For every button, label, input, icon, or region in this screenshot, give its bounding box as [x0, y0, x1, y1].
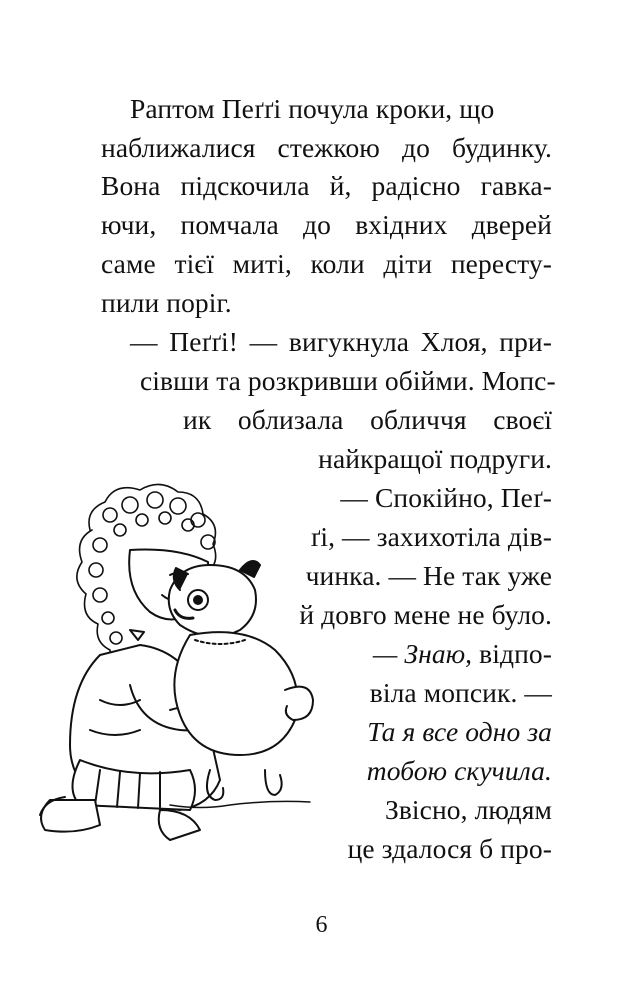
text-line-3: Вона підскочила й, радісно гавка-	[101, 170, 552, 201]
text-line-19: Звісно, людям	[384, 794, 552, 825]
text-line-20: це здалося б про-	[347, 833, 552, 864]
text-line-14: й довго мене не було.	[299, 599, 552, 630]
text-line-9: ик облизала обличчя своєї	[183, 404, 552, 435]
text-line-11: — Спокійно, Пеґ-	[340, 482, 552, 513]
text-line-10: найкращої подруги.	[318, 443, 552, 474]
text-line-16: віла мопсик. —	[369, 677, 552, 708]
text-line-12: ґі, — захихотіла дів-	[310, 521, 552, 552]
text-line-15	[300, 640, 552, 668]
italic-toboyu: тобою скучила.	[366, 755, 552, 786]
text-line-4: ючи, помчала до вхідних дверей	[101, 209, 552, 240]
text-line-13: чинка. — Не так уже	[305, 560, 552, 591]
page-number: 6	[315, 912, 328, 938]
text-line-15-rest: відпо-	[479, 638, 552, 669]
text-line-17	[320, 718, 552, 746]
text-line-6: пили поріг.	[101, 287, 232, 318]
girl-hugging-pug-illustration	[20, 470, 320, 850]
italic-ta-ya: Та я все одно за	[367, 716, 552, 747]
text-line-1: Раптом Пеґґі почула кроки, що	[130, 93, 495, 124]
italic-znayu: — Знаю,	[372, 638, 473, 669]
text-line-2: наближалися стежкою до будинку.	[101, 132, 552, 163]
text-line-8: сівши та розкривши обійми. Мопс-	[140, 365, 556, 396]
text-line-18	[320, 757, 552, 785]
text-line-5: саме тієї миті, коли діти пересту-	[101, 248, 552, 279]
text-line-7: — Пеґґі! — вигукнула Хлоя, при-	[130, 326, 552, 357]
